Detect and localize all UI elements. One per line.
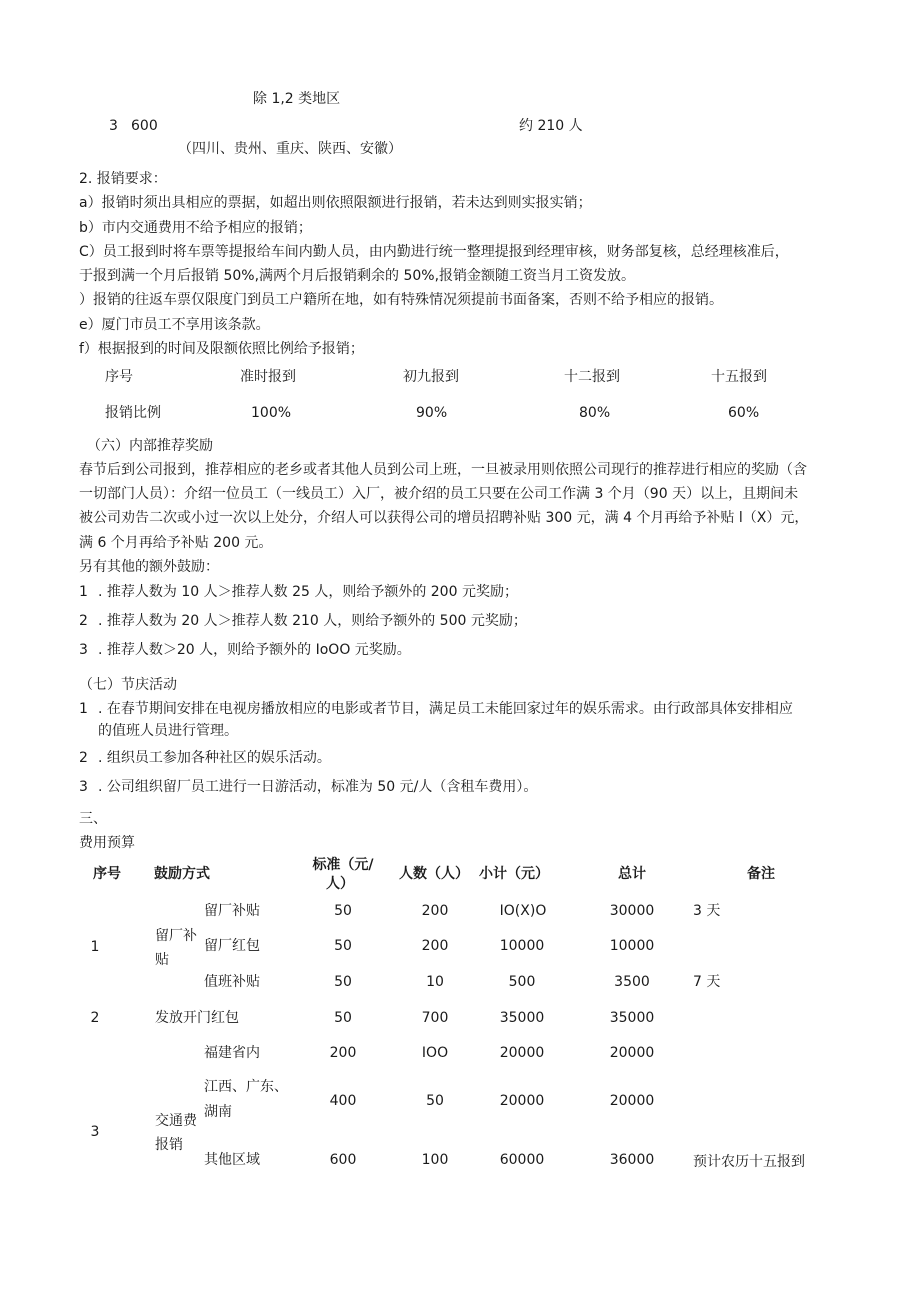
budget-item-total: 36000 [609,1152,655,1168]
list-item: . 推荐人数为 10 人＞推荐人数 25 人，则给予额外的 200 元奖励； [98,584,518,600]
budget-item-subtotal: 20000 [499,1093,545,1109]
list-item: . 在春节期间安排在电视房播放相应的电影或者节目，满足员工未能回家过年的娱乐需求。由行政部具体安排相应 [98,701,793,717]
budget-item-name: 江西、广东、 [204,1079,288,1095]
section2-item: f）根据报到的时间及限额依照比例给予报销； [79,341,364,357]
ratio-header: 序号 [105,369,133,385]
budget-group-index: 2 [90,1010,100,1026]
budget-header-note: 备注 [747,866,775,882]
budget-item-name: 留厂红包 [204,938,260,954]
ratio-cell: 报销比例 [105,405,161,421]
list-item-number: 2 [79,750,88,766]
section7-title: （七）节庆活动 [79,677,177,693]
section2-item: C）员工报到时将车票等提报给车间内勤人员，由内勤进行统一整理提报到经理审核，财务部复核，总经理核准后， [79,244,789,260]
budget-item-subtotal: 20000 [499,1045,545,1061]
budget-header-standard: 标准（元/ [312,857,374,873]
budget-item-count: 100 [421,1152,449,1168]
list-item-number: 2 [79,613,88,629]
list-item-number: 3 [79,779,88,795]
budget-item-standard: 200 [329,1045,357,1061]
list-item: . 组织员工参加各种社区的娱乐活动。 [98,750,331,766]
section2-item: ）报销的往返车票仅限度门到员工户籍所在地，如有特殊情况须提前书面备案，否则不给予相应的报销。 [79,292,723,308]
ratio-cell: 90% [416,405,448,421]
budget-group-index: 3 [90,1124,100,1140]
budget-item-standard: 50 [334,974,352,990]
section6-line: 满 6 个月再给予补贴 200 元。 [79,535,273,551]
section6-line: 另有其他的额外鼓励： [79,559,219,575]
budget-item-total: 20000 [609,1045,655,1061]
budget-group-index: 1 [90,939,100,955]
budget-header-standard-unit: 人） [326,876,354,892]
budget-item-note: 预计农历十五报到 [693,1154,805,1170]
region-label: 除 1,2 类地区 [253,91,341,107]
budget-header-subtotal: 小计（元） [479,866,549,882]
section6-line: 被公司劝告二次或小过一次以上处分，介绍人可以获得公司的增员招聘补贴 300 元，满 4 个月再给予补贴 l（X）元， [79,510,809,526]
ratio-cell: 60% [728,405,760,421]
budget-item-name: 值班补贴 [204,974,260,990]
budget-item-subtotal: 10000 [499,938,545,954]
budget-group-label: 交通费 [155,1113,197,1129]
budget-item-name: 福建省内 [204,1045,260,1061]
budget-item-standard: 50 [334,938,352,954]
ratio-header: 准时报到 [240,369,296,385]
budget-item-total: 20000 [609,1093,655,1109]
ratio-header: 初九报到 [403,369,459,385]
budget-item-name-continuation: 湖南 [204,1104,232,1120]
budget-item-name: 留厂补贴 [204,903,260,919]
row-amount: 600 [131,118,158,134]
budget-item-count: 700 [421,1010,449,1026]
section6-line: 一切部门人员）：介绍一位员工（一线员工）入厂，被介绍的员工只要在公司工作满 3 个月（90 天）以上，且期间未 [79,486,799,502]
row-people: 约 210 人 [519,118,583,134]
section3-number: 三、 [79,811,107,827]
budget-item-count: 10 [426,974,444,990]
budget-item-total: 3500 [614,974,650,990]
list-item-number: 1 [79,584,88,600]
section6-title: （六）内部推荐奖励 [87,438,213,454]
budget-item-count: IOO [421,1045,449,1061]
budget-item-count: 200 [421,938,449,954]
ratio-cell: 80% [579,405,611,421]
budget-group-label: 贴 [155,952,169,968]
region-provinces: （四川、贵州、重庆、陕西、安徽） [178,141,402,157]
ratio-header: 十五报到 [711,369,767,385]
list-item-number: 3 [79,642,88,658]
budget-item-subtotal: 500 [508,974,536,990]
budget-item-count: 200 [421,903,449,919]
budget-item-subtotal: 60000 [499,1152,545,1168]
budget-item-note: 3 天 [693,903,721,919]
budget-group-label: 报销 [155,1137,183,1153]
list-item-continuation: 的值班人员进行管理。 [98,723,238,739]
budget-header-count: 人数（人） [399,866,469,882]
ratio-cell: 100% [251,405,292,421]
budget-item-subtotal: 35000 [499,1010,545,1026]
ratio-header: 十二报到 [564,369,620,385]
budget-group-label: 留厂补 [155,928,197,944]
budget-header-total: 总计 [618,866,646,882]
section6-line: 春节后到公司报到，推荐相应的老乡或者其他人员到公司上班，一旦被录用则依照公司现行的推荐进行相应的奖励（含 [79,462,807,478]
list-item-number: 1 [79,701,88,717]
budget-item-standard: 400 [329,1093,357,1109]
budget-item-total: 30000 [609,903,655,919]
section2-item: 于报到满一个月后报销 50%,满两个月后报销剩余的 50%,报销金额随工资当月工资发放。 [79,268,636,284]
budget-item-standard: 50 [334,1010,352,1026]
list-item: . 公司组织留厂员工进行一日游活动，标准为 50 元/人（含租车费用）。 [98,779,538,795]
list-item: . 推荐人数＞20 人，则给予额外的 IoOO 元奖励。 [98,642,411,658]
budget-item-standard: 600 [329,1152,357,1168]
budget-header-index: 序号 [93,866,121,882]
budget-item-name: 发放开门红包 [155,1010,239,1026]
list-item: . 推荐人数为 20 人＞推荐人数 210 人，则给予额外的 500 元奖励； [98,613,527,629]
section2-item: a）报销时须出具相应的票据，如超出则依照限额进行报销，若未达到则实报实销； [79,195,592,211]
row-index: 3 [109,118,118,134]
budget-header-method: 鼓励方式 [154,866,210,882]
budget-item-subtotal: IO(X)O [499,903,547,919]
budget-item-count: 50 [426,1093,444,1109]
budget-item-total: 10000 [609,938,655,954]
section3-title: 费用预算 [79,835,135,851]
budget-item-note: 7 天 [693,974,721,990]
section2-item: e）厦门市员工不享用该条款。 [79,317,270,333]
section2-title: 2. 报销要求： [79,171,167,187]
budget-item-standard: 50 [334,903,352,919]
budget-item-name: 其他区域 [204,1152,260,1168]
budget-item-total: 35000 [609,1010,655,1026]
section2-item: b）市内交通费用不给予相应的报销； [79,220,312,236]
